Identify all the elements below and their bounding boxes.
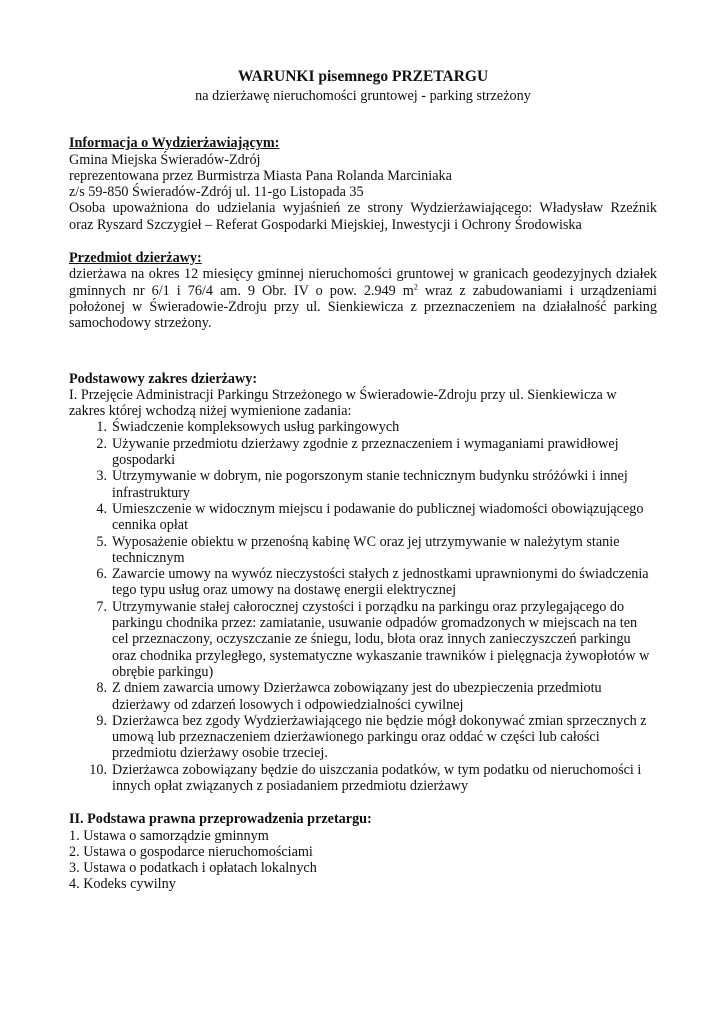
list-item-text: Używanie przedmiotu dzierżawy zgodnie z przeznaczeniem i wymaganiami prawidłowej gospodarki: [112, 435, 619, 469]
list-item: [69, 713, 657, 762]
lease-scope-intro-line2: zakres której wchodzą niżej wymienione zadania:: [69, 403, 352, 420]
document-subtitle: na dzierżawę nieruchomości gruntowej - parking strzeżony: [195, 88, 531, 104]
lessor-info-heading: Informacja o Wydzierżawiającym:: [69, 135, 280, 152]
list-item: 4. Kodeks cywilny: [69, 876, 176, 893]
list-item-text: Utrzymywanie w dobrym, nie pogorszonym stanie technicznym budynku stróżówki i innej infrastruktury: [112, 468, 628, 501]
list-item-text: Utrzymywanie stałej całorocznej czystości i porządku na parkingu oraz przylegającego do parkingu chodnika przez: zamiatanie, usuwanie odpadów gromadzonych w miejscach na ten cel przeznaczony, oczyszczanie ze śniegu, lodu, błota oraz innych zanieczyszczeń parkingu oraz chodnika przyległego, systematyczne wykaszanie trawników i pielęgnacja żywopłotów w obrębie parkingu): [112, 598, 650, 680]
area-unit-exponent: 2: [413, 281, 418, 291]
lease-task-list: [69, 419, 657, 794]
list-item: [69, 419, 657, 435]
list-item-number: 3.: [96, 468, 107, 485]
list-item-text: Umieszczenie w widocznym miejscu i podawanie do publicznej wiadomości obowiązującego cennika opłat: [112, 500, 644, 534]
list-item: [69, 534, 657, 567]
lease-scope-intro-line1: I. Przejęcie Administracji Parkingu Strzeżonego w Świeradowie-Zdroju przy ul. Sienkiewicza w: [69, 386, 617, 403]
list-item-number: 10.: [89, 761, 107, 778]
list-item: [69, 599, 657, 680]
list-item: 1. Ustawa o samorządzie gminnym: [69, 827, 269, 844]
document-page: [69, 68, 657, 893]
lease-subject-text-part2: wraz z zabudowaniami i urządzeniami położonej w Świeradowie-Zdroju przy ul. Sienkiewicza z przeznaczeniem na działalność parking samochodowy strzeżony.: [69, 282, 657, 332]
list-item-text: Zawarcie umowy na wywóz nieczystości stałych z jednostkami uprawnionymi do świadczenia tego typu usług oraz umowy na dostawę energii elektrycznej: [112, 566, 649, 599]
lease-subject-text-part1: dzierżawa na okres 12 miesięcy gminnej nieruchomości gruntowej w granicach geodezyjnych działek gminnych nr 6/1 i 76/4 am. 9 Obr. IV o pow. 2.949 m: [69, 266, 657, 299]
legal-basis-section: [69, 811, 657, 892]
list-item: [69, 762, 657, 795]
list-item: [69, 680, 657, 713]
list-item-text: Świadczenie kompleksowych usług parkingowych: [112, 419, 400, 436]
lease-scope-section: [69, 371, 657, 795]
list-item: [69, 436, 657, 469]
list-item-number: 5.: [96, 533, 107, 550]
lease-subject-heading: Przedmiot dzierżawy:: [69, 250, 202, 267]
legal-basis-list: [69, 828, 657, 893]
lease-scope-heading: Podstawowy zakres dzierżawy:: [69, 370, 258, 387]
lessor-name: Gmina Miejska Świeradów-Zdrój: [69, 151, 261, 168]
lessor-contact-person: Osoba upoważniona do udzielania wyjaśnień ze strony Wydzierżawiającego: Władysław Rzeźnik: [69, 200, 657, 217]
list-item-text: Wyposażenie obiektu w przenośną kabinę WC oraz jej utrzymywanie w należytym stanie technicznym: [112, 533, 620, 566]
list-item-text: Dzierżawca zobowiązany będzie do uiszczania podatków, w tym podatku od nieruchomości i innych opłat związanych z posiadaniem przedmiotu dzierżawy: [112, 761, 642, 794]
lease-subject-text: [69, 266, 657, 331]
legal-basis-heading: II. Podstawa prawna przeprowadzenia przetargu:: [69, 811, 372, 828]
list-item-number: 6.: [96, 566, 107, 583]
list-item-number: 9.: [96, 712, 107, 729]
lessor-info-section: [69, 135, 657, 233]
document-title: WARUNKI pisemnego PRZETARGU: [237, 68, 489, 85]
list-item: [69, 501, 657, 534]
list-item-number: 8.: [96, 680, 107, 697]
lease-subject-section: [69, 250, 657, 331]
list-item-text: Z dniem zawarcia umowy Dzierżawca zobowiązany jest do ubezpieczenia przedmiotu dzierżawy od zdarzeń losowych i odpowiedzialności cywilnej: [112, 680, 602, 713]
list-item: [69, 468, 657, 501]
list-item-number: 4.: [96, 500, 107, 517]
list-item-text: Dzierżawca bez zgody Wydzierżawiającego nie będzie mógł dokonywać zmian sprzecznych z umową lub przeznaczeniem dzierżawionego parkingu oraz oddać w części lub całości przedmiotu dzierżawy osobie trzeciej.: [112, 712, 647, 762]
list-item-number: 2.: [96, 435, 107, 452]
list-item: 2. Ustawa o gospodarce nieruchomościami: [69, 843, 313, 860]
lessor-contact-department: oraz Ryszard Szczygieł – Referat Gospodarki Miejskiej, Inwestycji i Ochrony Środowiska: [69, 216, 582, 233]
list-item: [69, 566, 657, 599]
lessor-address: z/s 59-850 Świeradów-Zdrój ul. 11-go Listopada 35: [69, 184, 364, 201]
list-item-number: 1.: [96, 419, 107, 436]
list-item: 3. Ustawa o podatkach i opłatach lokalnych: [69, 860, 317, 877]
list-item-number: 7.: [96, 598, 107, 615]
lessor-representative: reprezentowana przez Burmistrza Miasta Pana Rolanda Marciniaka: [69, 167, 452, 184]
